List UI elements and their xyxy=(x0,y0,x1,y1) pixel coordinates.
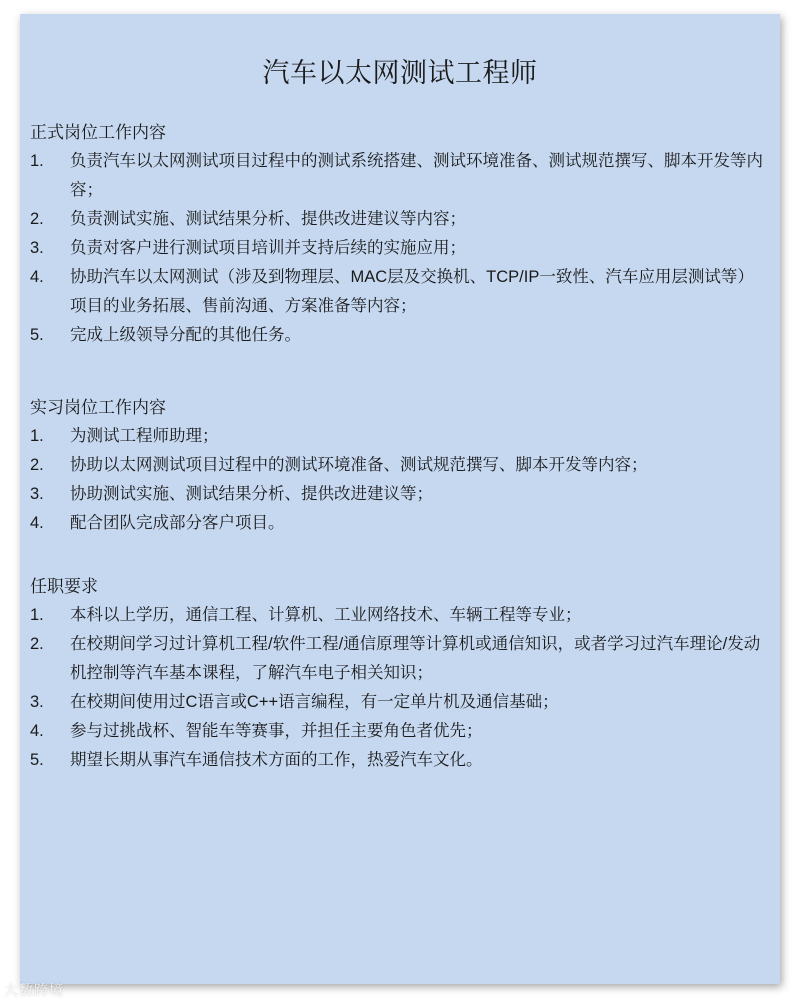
watermark-logo: 大数跨境 xyxy=(4,983,64,999)
list-item xyxy=(30,451,770,480)
item-number: 3. xyxy=(30,693,44,711)
item-number: 1. xyxy=(30,427,44,445)
list-item xyxy=(30,509,770,538)
item-text: 协助以太网测试项目过程中的测试环境准备、测试规范撰写、脚本开发等内容； xyxy=(70,456,648,474)
list-item xyxy=(30,147,770,205)
list-item xyxy=(30,422,770,451)
item-number: 1. xyxy=(30,152,44,170)
section-heading: 正式岗位工作内容 xyxy=(30,123,166,142)
item-text: 配合团队完成部分客户项目。 xyxy=(70,514,285,532)
item-text: 负责对客户进行测试项目培训并支持后续的实施应用； xyxy=(70,239,466,257)
item-number: 2. xyxy=(30,456,44,474)
item-text: 完成上级领导分配的其他任务。 xyxy=(70,326,301,344)
list-item xyxy=(30,205,770,234)
item-text: 在校期间学习过计算机工程/软件工程/通信原理等计算机或通信知识，或者学习过汽车理论/发动机控制等汽车基本课程，了解汽车电子相关知识； xyxy=(70,635,761,682)
item-number: 5. xyxy=(30,751,44,769)
item-text: 协助汽车以太网测试（涉及到物理层、MAC层及交换机、TCP/IP一致性、汽车应用层测试等）项目的业务拓展、售前沟通、方案准备等内容； xyxy=(70,268,754,315)
item-text: 负责汽车以太网测试项目过程中的测试系统搭建、测试环境准备、测试规范撰写、脚本开发等内容； xyxy=(70,152,763,199)
item-text: 为测试工程师助理； xyxy=(70,427,219,445)
item-number: 1. xyxy=(30,606,44,624)
item-number: 2. xyxy=(30,635,44,653)
page-title: 汽车以太网测试工程师 xyxy=(262,58,538,88)
list-item xyxy=(30,688,770,717)
item-text: 协助测试实施、测试结果分析、提供改进建议等； xyxy=(70,485,433,503)
item-number: 3. xyxy=(30,239,44,257)
list-item xyxy=(30,601,770,630)
item-text: 期望长期从事汽车通信技术方面的工作，热爱汽车文化。 xyxy=(70,751,483,769)
item-text: 参与过挑战杯、智能车等赛事，并担任主要角色者优先； xyxy=(70,722,483,740)
item-number: 2. xyxy=(30,210,44,228)
item-text: 负责测试实施、测试结果分析、提供改进建议等内容； xyxy=(70,210,466,228)
list-item xyxy=(30,630,770,688)
list-item xyxy=(30,321,770,350)
item-number: 4. xyxy=(30,514,44,532)
list-item xyxy=(30,263,770,321)
list-item xyxy=(30,234,770,263)
section-heading: 任职要求 xyxy=(30,577,98,596)
section-intern-duties xyxy=(30,393,770,538)
item-number: 5. xyxy=(30,326,44,344)
list-item xyxy=(30,480,770,509)
item-number: 3. xyxy=(30,485,44,503)
item-text: 本科以上学历，通信工程、计算机、工业网络技术、车辆工程等专业； xyxy=(70,606,582,624)
section-requirements xyxy=(30,572,770,775)
section-formal-duties xyxy=(30,118,770,350)
list-item xyxy=(30,746,770,775)
job-description-card xyxy=(20,14,780,984)
item-number: 4. xyxy=(30,722,44,740)
section-heading: 实习岗位工作内容 xyxy=(30,398,166,417)
item-number: 4. xyxy=(30,268,44,286)
list-item xyxy=(30,717,770,746)
item-text: 在校期间使用过C语言或C++语言编程，有一定单片机及通信基础； xyxy=(70,693,559,711)
